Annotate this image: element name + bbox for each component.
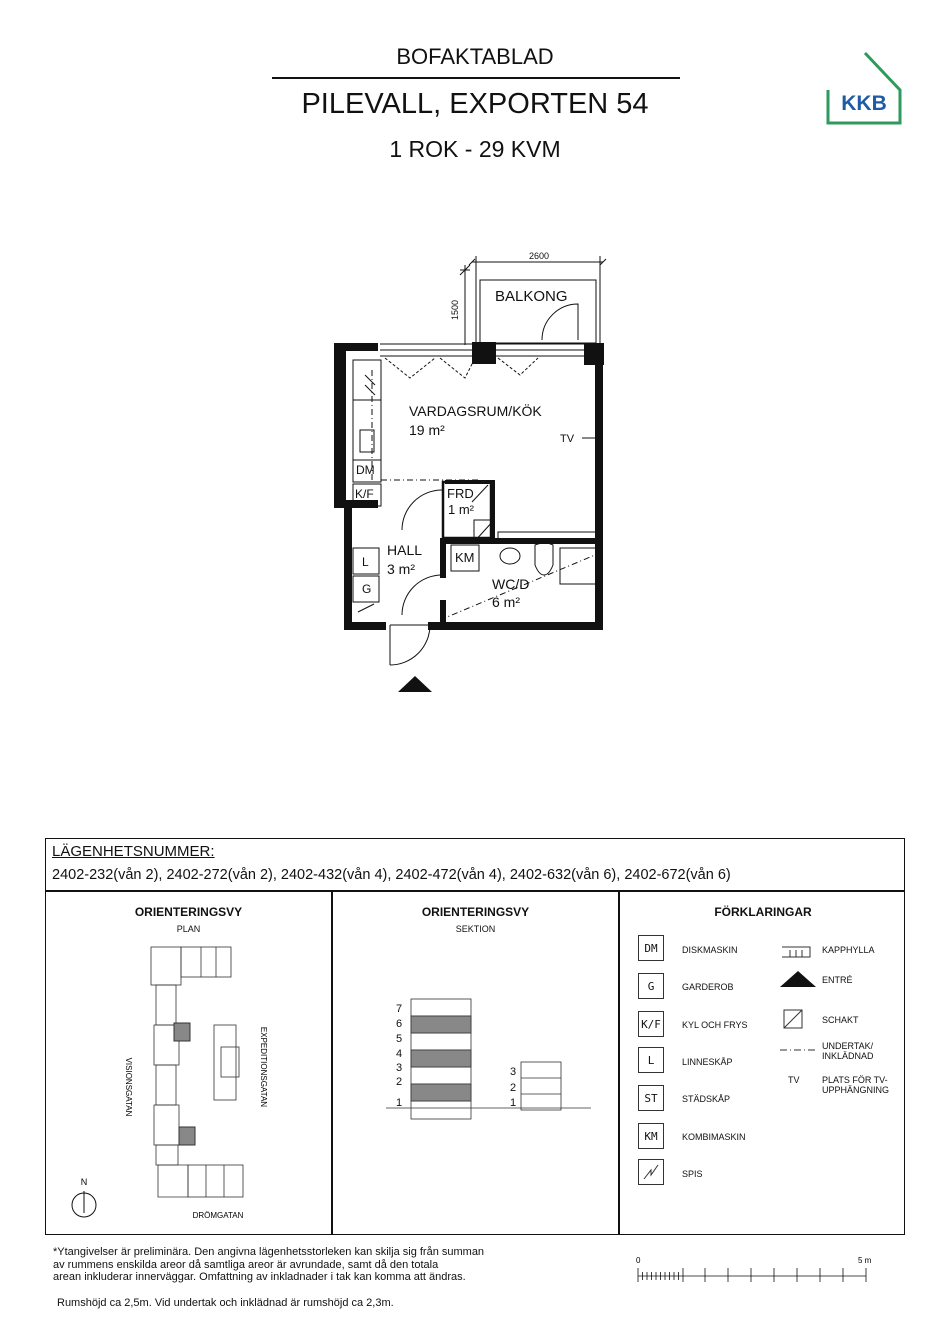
ceiling-height-note: Rumshöjd ca 2,5m. Vid undertak och inklädnad är rumshöjd ca 2,3m.	[57, 1297, 394, 1309]
dimension-depth: 1500	[450, 299, 460, 321]
legend-symbol-label: SCHAKT	[822, 1015, 859, 1025]
highlight-building	[179, 1127, 195, 1145]
orientation-plan-title: ORIENTERINGSVY	[134, 905, 243, 919]
dm-label: DM	[356, 463, 375, 477]
room-vardagsrum: VARDAGSRUM/KÖK	[409, 403, 542, 419]
column-divider	[331, 890, 333, 1234]
room-vardagsrum-area: 19 m²	[409, 422, 445, 438]
orientation-section-title: ORIENTERINGSVY	[421, 905, 530, 919]
highlight-building	[174, 1023, 190, 1041]
floor-highlight	[411, 1016, 471, 1033]
legend-symbol-label: ENTRÉ	[822, 975, 853, 985]
room-hall-area: 3 m²	[387, 561, 415, 577]
legend-label: KOMBIMASKIN	[682, 1132, 746, 1142]
shaft-icon	[783, 1009, 805, 1029]
wardrobe-label: G	[362, 582, 372, 596]
dash-dot-line-icon	[780, 1047, 816, 1053]
kkb-logo	[820, 48, 910, 128]
apartment-size: 1 ROK - 29 KVM	[389, 136, 561, 162]
dimension-width: 2600	[528, 251, 550, 261]
legend-code: K/F	[638, 1011, 664, 1037]
legend	[620, 929, 906, 1229]
scale-end: 5 m	[858, 1256, 872, 1265]
info-divider	[46, 890, 904, 892]
room-balkong: BALKONG	[495, 288, 568, 305]
linen-label: L	[362, 555, 369, 569]
room-wcd-area: 6 m²	[492, 594, 520, 610]
floor-highlight	[411, 1084, 471, 1101]
north-label: N	[80, 1177, 88, 1187]
floor-number: 5	[396, 1033, 403, 1045]
legend-label: LINNESKÅP	[682, 1057, 733, 1067]
legend-label: STÄDSKÅP	[682, 1094, 731, 1104]
floor-highlight	[411, 1050, 471, 1067]
title-rule	[272, 77, 680, 79]
floor-number: 7	[396, 1003, 403, 1015]
legend-code: L	[638, 1047, 664, 1073]
site-plan	[66, 937, 316, 1227]
tv-symbol: TV	[788, 1075, 800, 1085]
legend-title: FÖRKLARINGAR	[714, 905, 812, 919]
scale-start: 0	[636, 1256, 641, 1265]
floor-number: 4	[396, 1048, 403, 1060]
info-box	[45, 838, 905, 1235]
legend-symbol-label: KAPPHYLLA	[822, 945, 875, 955]
legend-code: DM	[638, 935, 664, 961]
street-dromgatan: DRÖMGATAN	[192, 1211, 244, 1220]
floor-number: 3	[510, 1066, 517, 1078]
room-wcd: WC/D	[492, 576, 530, 592]
kf-label: K/F	[355, 487, 374, 501]
stove-icon	[638, 1159, 664, 1185]
street-visionsgatan: VISIONSGATAN	[124, 1057, 133, 1117]
footnote	[53, 1246, 583, 1284]
floor-number: 2	[396, 1076, 403, 1088]
legend-label: SPIS	[682, 1169, 703, 1179]
legend-symbol-label: UNDERTAK/ INKLÄDNAD	[822, 1041, 874, 1061]
orientation-plan-subtitle: PLAN	[176, 924, 201, 934]
room-frd: FRD	[447, 486, 474, 501]
floor-number: 1	[510, 1097, 517, 1109]
street-expeditionsgatan: EXPEDITIONSGATAN	[259, 1026, 268, 1108]
legend-label: KYL OCH FRYS	[682, 1020, 748, 1030]
tv-label: TV	[560, 433, 575, 445]
room-frd-area: 1 m²	[448, 502, 474, 517]
floor-plan	[320, 240, 640, 700]
footnote-line: av rummens enskilda areor då samtliga areor är avrundade, samt då den totala	[53, 1258, 439, 1271]
floor-number: 2	[510, 1082, 517, 1094]
orientation-section-subtitle: SEKTION	[455, 924, 496, 934]
entrance-marker	[398, 676, 432, 692]
floor-number: 1	[396, 1097, 403, 1109]
section-diagram	[366, 994, 606, 1134]
footnote-line: arean inkluderar innerväggar. Omfattning av inkladnader i tak kan komma att ändras.	[53, 1271, 466, 1283]
floor-number: 3	[396, 1062, 403, 1074]
footnote-line: *Ytangivelser är preliminära. Den angivna lägenhetsstorleken kan skilja sig från summan	[53, 1246, 485, 1258]
apartment-number-list: 2402-232(vån 2), 2402-272(vån 2), 2402-432(vån 4), 2402-472(vån 4), 2402-632(vån 6), 2402-672(vån 6)	[52, 867, 731, 883]
legend-code: G	[638, 973, 664, 999]
document-type: BOFAKTABLAD	[396, 44, 554, 69]
room-hall: HALL	[387, 542, 423, 558]
logo-text: KKB	[841, 92, 887, 115]
coat-rack-icon	[780, 945, 812, 959]
legend-symbol-label: PLATS FÖR TV- UPPHÄNGNING	[822, 1075, 890, 1095]
legend-label: GARDEROB	[682, 982, 734, 992]
page-title: PILEVALL, EXPORTEN 54	[301, 88, 649, 120]
floor-number: 6	[396, 1018, 403, 1030]
legend-code: KM	[638, 1123, 664, 1149]
apartment-number-label: LÄGENHETSNUMMER:	[52, 843, 215, 860]
entrance-triangle-icon	[780, 971, 816, 987]
km-label: KM	[455, 550, 475, 565]
scale-bar	[632, 1252, 882, 1292]
legend-label: DISKMASKIN	[682, 945, 738, 955]
legend-code: ST	[638, 1085, 664, 1111]
